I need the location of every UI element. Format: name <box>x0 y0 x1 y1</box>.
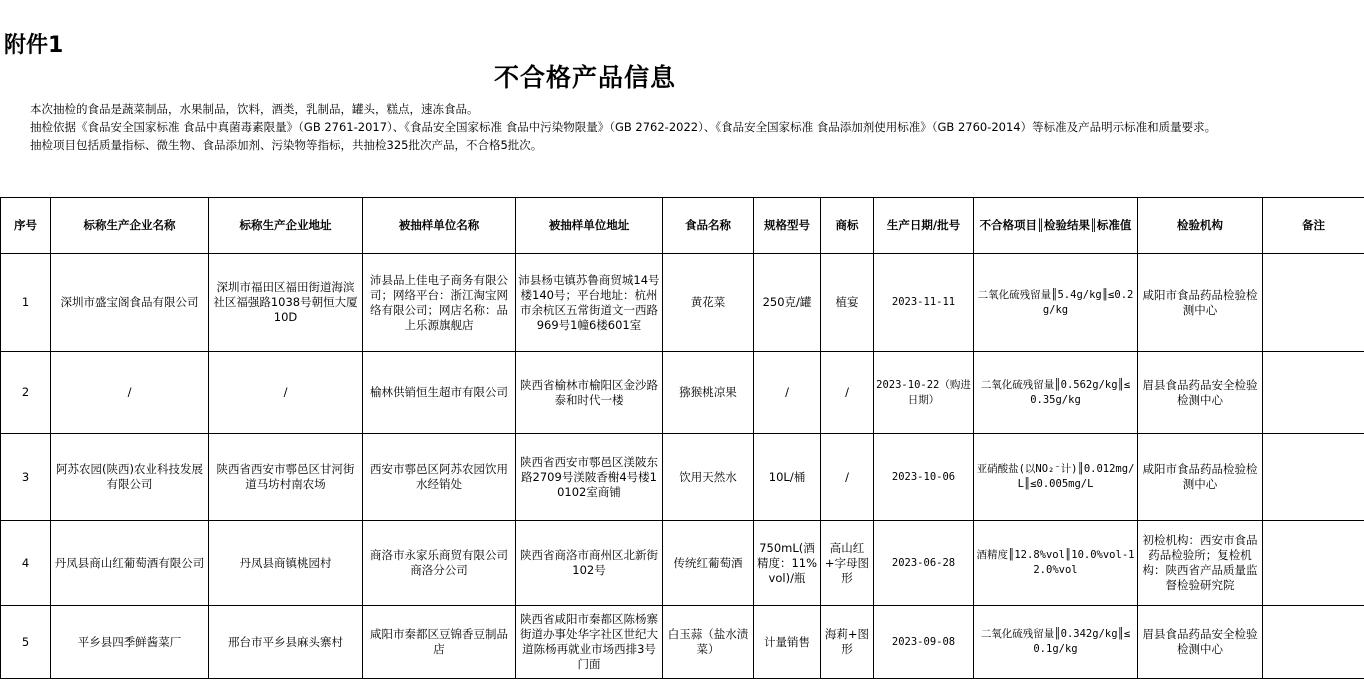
table-cell: 白玉蒜（盐水渍菜） <box>663 606 754 679</box>
table-cell: 传统红葡萄酒 <box>663 521 754 606</box>
table-row <box>1 606 1364 679</box>
table-cell: 酒精度║12.8%vol║10.0%vol-12.0%vol <box>974 521 1138 606</box>
table-cell: 陕西省咸阳市秦都区陈杨寨街道办事处华字社区世纪大道陈杨再就业市场西排3号门面 <box>516 606 663 679</box>
table-cell: 750mL(酒精度：11%vol)/瓶 <box>754 521 821 606</box>
table-cell: 眉县食品药品安全检验检测中心 <box>1138 606 1263 679</box>
intro-text <box>4 100 1358 154</box>
page-title: 不合格产品信息 <box>493 63 676 92</box>
table-cell: 2023-10-06 <box>874 434 974 521</box>
table-cell: 2 <box>1 352 51 434</box>
table-cell: 平乡县四季鲜酱菜厂 <box>51 606 209 679</box>
table-cell: 沛县品上佳电子商务有限公司；网络平台：浙江淘宝网络有限公司；网店名称：品上乐源旗舰店 <box>363 254 516 352</box>
table-cell: 海莉+图形 <box>821 606 874 679</box>
table-cell: 咸阳市食品药品检验检测中心 <box>1138 254 1263 352</box>
table-cell <box>1263 254 1364 352</box>
table-cell: 沛县杨屯镇苏鲁商贸城14号楼140号；平台地址：杭州市余杭区五常街道文一西路969号1幢6楼601室 <box>516 254 663 352</box>
table-cell: 1 <box>1 254 51 352</box>
table-cell: 植宴 <box>821 254 874 352</box>
table-cell: / <box>209 352 363 434</box>
table-row <box>1 352 1364 434</box>
table-cell: 猕猴桃凉果 <box>663 352 754 434</box>
table-cell: 榆林供销恒生超市有限公司 <box>363 352 516 434</box>
table-cell: 饮用天然水 <box>663 434 754 521</box>
table-cell: 咸阳市秦都区豆锦香豆制品店 <box>363 606 516 679</box>
table-cell: 陕西省商洛市商州区北新街102号 <box>516 521 663 606</box>
table-cell: 二氧化硫残留量║5.4g/kg║≤0.2g/kg <box>974 254 1138 352</box>
table-cell <box>1263 434 1364 521</box>
table-row <box>1 254 1364 352</box>
table-cell: 10L/桶 <box>754 434 821 521</box>
table-cell: / <box>821 352 874 434</box>
header-cell: 标称生产企业名称 <box>51 198 209 254</box>
table-cell: 陕西省西安市鄠邑区渼陂东路2709号渼陂香榭4号楼10102室商铺 <box>516 434 663 521</box>
table-cell: 丹凤县商镇桃园村 <box>209 521 363 606</box>
unqualified-products-table <box>0 197 1364 679</box>
table-cell: 初检机构：西安市食品药品检验所；复检机构：陕西省产品质量监督检验研究院 <box>1138 521 1263 606</box>
table-cell: 2023-06-28 <box>874 521 974 606</box>
table-cell: 250克/罐 <box>754 254 821 352</box>
header-cell: 备注 <box>1263 198 1364 254</box>
table-cell: 陕西省西安市鄠邑区甘河街道马坊村南农场 <box>209 434 363 521</box>
header-cell: 标称生产企业地址 <box>209 198 363 254</box>
table-cell <box>1263 521 1364 606</box>
table-cell: 亚硝酸盐(以NO₂⁻计)║0.012mg/L║≤0.005mg/L <box>974 434 1138 521</box>
table-cell: 2023-11-11 <box>874 254 974 352</box>
table-cell: 二氧化硫残留量║0.562g/kg║≤0.35g/kg <box>974 352 1138 434</box>
header-cell: 检验机构 <box>1138 198 1263 254</box>
table-cell: 3 <box>1 434 51 521</box>
table-cell: 高山红+字母图形 <box>821 521 874 606</box>
intro-line: 抽检项目包括质量指标、微生物、食品添加剂、污染物等指标，共抽检325批次产品，不合格5批次。 <box>30 138 543 152</box>
table-cell: 二氧化硫残留量║0.342g/kg║≤0.1g/kg <box>974 606 1138 679</box>
table-cell: 陕西省榆林市榆阳区金沙路泰和时代一楼 <box>516 352 663 434</box>
table-cell: 计量销售 <box>754 606 821 679</box>
table-cell: / <box>754 352 821 434</box>
table-cell: 2023-10-22（购进日期） <box>874 352 974 434</box>
table-cell: 邢台市平乡县麻头寨村 <box>209 606 363 679</box>
table-cell: 西安市鄠邑区阿苏农园饮用水经销处 <box>363 434 516 521</box>
table-cell: 2023-09-08 <box>874 606 974 679</box>
table-cell <box>1263 352 1364 434</box>
table-row <box>1 434 1364 521</box>
header-cell: 被抽样单位地址 <box>516 198 663 254</box>
intro-line: 抽检依据《食品安全国家标准 食品中真菌毒素限量》（GB 2761-2017）、《食品安全国家标准 食品中污染物限量》（GB 2762-2022）、《食品安全国家标准 食品添加剂使用标准》（GB 2760-2014）等标准及产品明示标准和质量要求。 <box>30 120 1217 134</box>
table-cell: 4 <box>1 521 51 606</box>
intro-line: 本次抽检的食品是蔬菜制品，水果制品，饮料，酒类，乳制品，罐头，糕点，速冻食品。 <box>30 102 479 116</box>
table-cell: 5 <box>1 606 51 679</box>
table-cell: / <box>51 352 209 434</box>
table-cell: 咸阳市食品药品检验检测中心 <box>1138 434 1263 521</box>
table-row <box>1 521 1364 606</box>
table-cell: 深圳市盛宝阁食品有限公司 <box>51 254 209 352</box>
table-header-row <box>1 198 1364 254</box>
header-cell: 商标 <box>821 198 874 254</box>
table-cell: 丹凤县商山红葡萄酒有限公司 <box>51 521 209 606</box>
table-cell: 眉县食品药品安全检验检测中心 <box>1138 352 1263 434</box>
table-cell: 阿苏农园(陕西)农业科技发展有限公司 <box>51 434 209 521</box>
header-cell: 生产日期/批号 <box>874 198 974 254</box>
attachment-label: 附件1 <box>4 33 64 58</box>
table-cell: 深圳市福田区福田街道海滨社区福强路1038号朝恒大厦10D <box>209 254 363 352</box>
table-cell: 商洛市永家乐商贸有限公司商洛分公司 <box>363 521 516 606</box>
header-cell: 被抽样单位名称 <box>363 198 516 254</box>
header-cell: 食品名称 <box>663 198 754 254</box>
header-cell: 规格型号 <box>754 198 821 254</box>
table-cell <box>1263 606 1364 679</box>
header-cell: 序号 <box>1 198 51 254</box>
table-cell: 黄花菜 <box>663 254 754 352</box>
table-cell: / <box>821 434 874 521</box>
header-cell: 不合格项目║检验结果║标准值 <box>974 198 1138 254</box>
